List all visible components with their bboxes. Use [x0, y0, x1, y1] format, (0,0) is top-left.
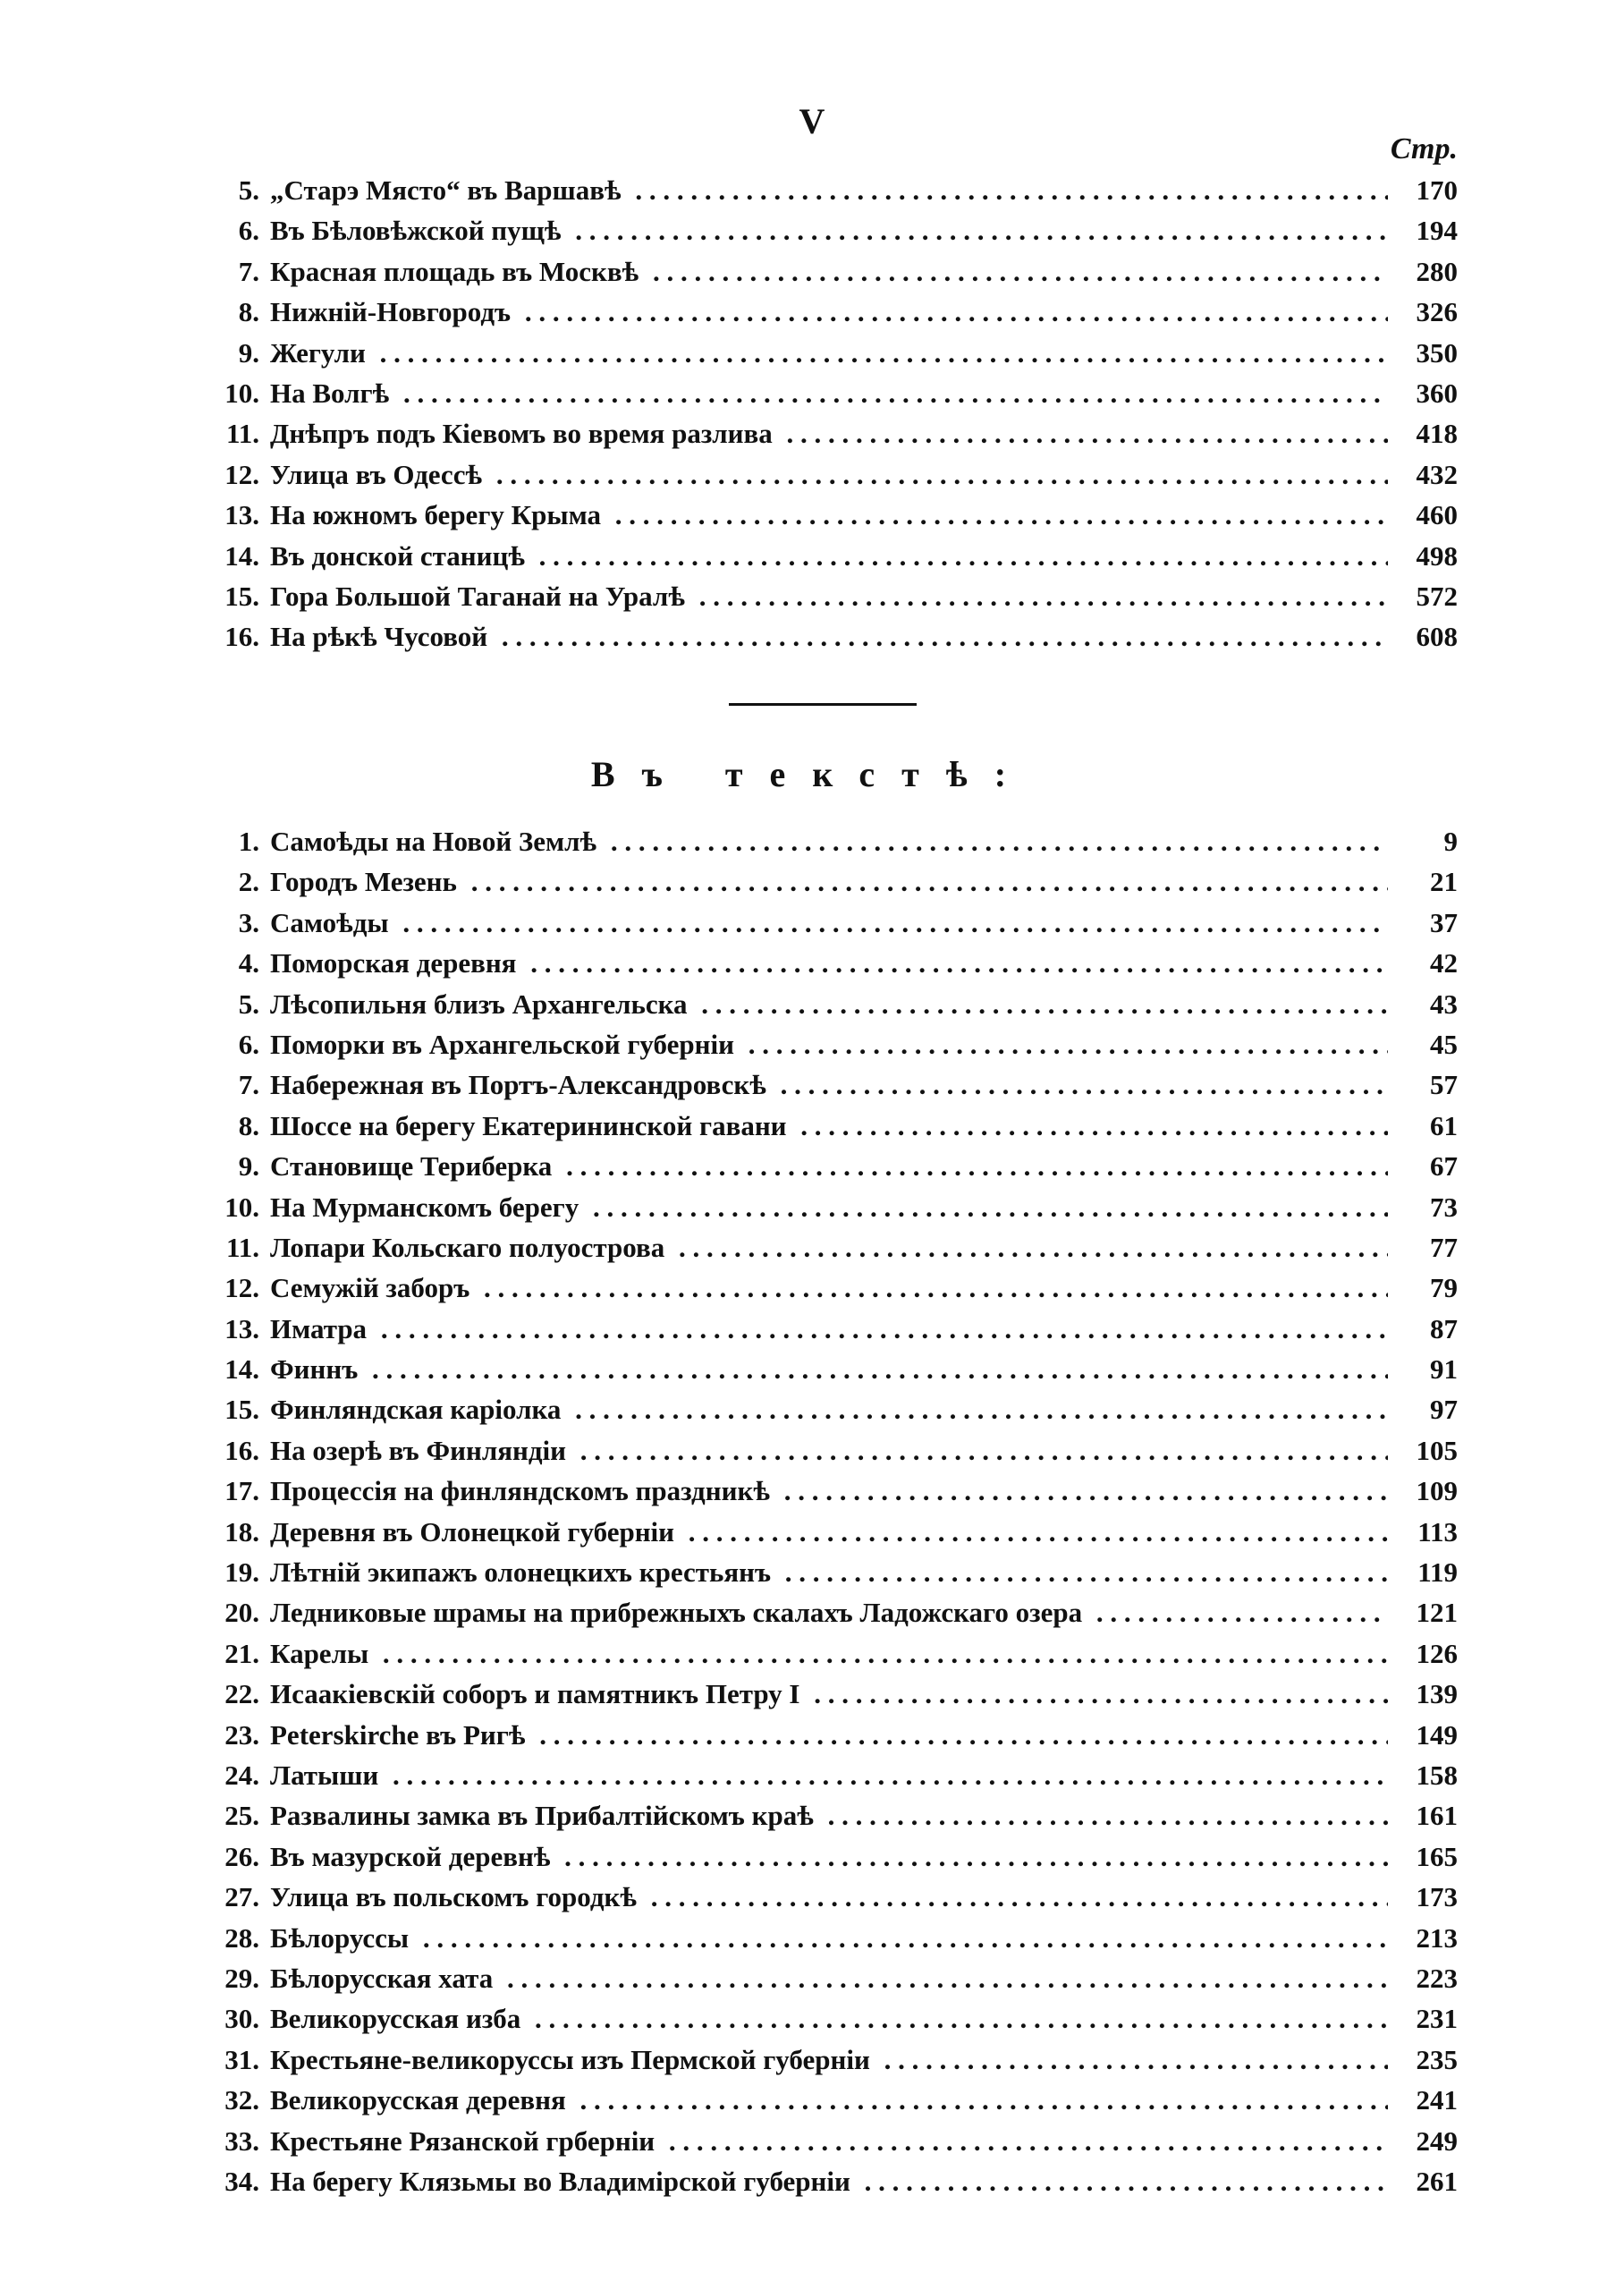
- entry-page: 77: [1430, 1231, 1458, 1263]
- entry-number: 8.: [238, 296, 259, 328]
- dot-leader: [1089, 1592, 1388, 1632]
- list-item: [188, 984, 1458, 1024]
- entry-page: 249: [1416, 2124, 1458, 2157]
- entry-number: 19.: [224, 1556, 259, 1589]
- dot-leader: [780, 413, 1388, 454]
- dot-leader: [523, 943, 1388, 983]
- list-item: [188, 1064, 1458, 1105]
- page-column-label: Стр.: [1390, 132, 1458, 165]
- entry-page: 173: [1416, 1881, 1458, 1913]
- page-number: V: [799, 101, 825, 141]
- entry-page: 79: [1430, 1272, 1458, 1304]
- list-item: [188, 536, 1458, 576]
- list-item: [188, 1918, 1458, 1958]
- entry-page: 42: [1430, 947, 1458, 979]
- entry-page: 165: [1416, 1840, 1458, 1872]
- entry-number: 30.: [224, 2003, 259, 2035]
- dot-leader: [573, 1430, 1388, 1471]
- entry-number: 13.: [224, 499, 259, 531]
- entry-title: На Мурманскомъ берегу: [270, 1191, 579, 1223]
- entry-number: 5.: [238, 988, 259, 1020]
- dot-leader: [672, 1227, 1388, 1268]
- entry-title: Финнъ: [270, 1353, 359, 1386]
- list-item: [188, 1471, 1458, 1511]
- entry-page: 326: [1416, 296, 1458, 328]
- list-item: [188, 292, 1458, 332]
- list-item: [188, 170, 1458, 210]
- section-divider: [729, 703, 917, 706]
- entry-page: 149: [1416, 1718, 1458, 1751]
- entry-page: 418: [1416, 418, 1458, 450]
- entry-page: 113: [1417, 1515, 1458, 1548]
- entry-page: 139: [1416, 1678, 1458, 1710]
- entry-page: 498: [1416, 539, 1458, 572]
- dot-leader: [573, 2080, 1388, 2120]
- entry-title: Красная площадь въ Москвѣ: [270, 255, 639, 287]
- entry-page: 121: [1416, 1597, 1458, 1629]
- entry-number: 10.: [224, 377, 259, 409]
- entry-number: 31.: [224, 2043, 259, 2075]
- list-item: [188, 210, 1458, 250]
- entry-page: 109: [1416, 1475, 1458, 1507]
- entry-number: 29.: [224, 1962, 259, 1994]
- entry-page: 37: [1430, 906, 1458, 938]
- entry-number: 9.: [238, 1150, 259, 1183]
- dot-leader: [821, 1795, 1388, 1836]
- dot-leader: [741, 1024, 1388, 1064]
- entry-title: Финляндская каріолка: [270, 1394, 562, 1426]
- list-item: [188, 1227, 1458, 1268]
- plates-list: [188, 170, 1458, 657]
- entry-page: 432: [1416, 458, 1458, 490]
- entry-title: На Волгѣ: [270, 377, 390, 409]
- entry-number: 12.: [224, 458, 259, 490]
- list-item: [188, 1715, 1458, 1755]
- list-item: [188, 1024, 1458, 1064]
- entry-number: 6.: [238, 1028, 259, 1060]
- entry-page: 608: [1416, 621, 1458, 653]
- dot-leader: [778, 1552, 1388, 1592]
- list-item: [188, 861, 1458, 902]
- entry-page: 350: [1416, 336, 1458, 369]
- dot-leader: [385, 1755, 1388, 1795]
- list-item: [188, 821, 1458, 861]
- list-item: [188, 1674, 1458, 1714]
- entry-number: 7.: [238, 1069, 259, 1101]
- entry-title: Городъ Мезень: [270, 866, 457, 898]
- entry-title: Въ Бѣловѣжской пущѣ: [270, 215, 562, 247]
- dot-leader: [877, 2039, 1388, 2080]
- dot-leader: [373, 333, 1388, 373]
- dot-leader: [495, 616, 1388, 657]
- entry-page: 73: [1430, 1191, 1458, 1223]
- list-item: [188, 1836, 1458, 1877]
- entry-title: Нижній-Новгородъ: [270, 296, 512, 328]
- entry-page: 57: [1430, 1069, 1458, 1101]
- dot-leader: [568, 1389, 1388, 1429]
- entry-title: Процессія на финляндскомъ праздникѣ: [270, 1475, 770, 1507]
- entry-number: 8.: [238, 1109, 259, 1141]
- entry-number: 21.: [224, 1637, 259, 1669]
- entry-number: 1.: [238, 826, 259, 857]
- entry-number: 14.: [224, 1353, 259, 1386]
- entry-number: 33.: [224, 2124, 259, 2157]
- dot-leader: [604, 821, 1388, 861]
- entry-number: 25.: [224, 1800, 259, 1832]
- list-item: [188, 1309, 1458, 1349]
- entry-page: 61: [1430, 1109, 1458, 1141]
- list-item: [188, 333, 1458, 373]
- entry-title: Улица въ польскомъ городкѣ: [270, 1881, 638, 1913]
- entry-page: 21: [1430, 866, 1458, 898]
- entry-page: 105: [1416, 1434, 1458, 1466]
- dot-leader: [662, 2121, 1388, 2161]
- list-item: [188, 1592, 1458, 1632]
- entry-number: 23.: [224, 1718, 259, 1751]
- entry-title: Семужій заборъ: [270, 1272, 470, 1304]
- list-item: [188, 2121, 1458, 2161]
- dot-leader: [489, 454, 1388, 495]
- entry-title: Великорусская деревня: [270, 2084, 566, 2116]
- entry-number: 3.: [238, 906, 259, 938]
- entry-number: 6.: [238, 215, 259, 247]
- list-item: [188, 1268, 1458, 1308]
- list-item: [188, 2161, 1458, 2201]
- entry-page: 119: [1417, 1556, 1458, 1589]
- entry-title: Карелы: [270, 1637, 369, 1669]
- list-item: [188, 1106, 1458, 1146]
- dot-leader: [477, 1268, 1388, 1308]
- entry-title: Крестьяне Рязанской грберніи: [270, 2124, 656, 2157]
- entry-title: Гора Большой Таганай на Уралѣ: [270, 580, 685, 612]
- dot-leader: [681, 1512, 1388, 1552]
- list-item: [188, 495, 1458, 535]
- list-item: [188, 1958, 1458, 1998]
- entry-title: Бѣлоруссы: [270, 1921, 410, 1954]
- dot-leader: [557, 1836, 1388, 1877]
- entry-title: Лѣтній экипажъ олонецкихъ крестьянъ: [270, 1556, 772, 1589]
- entry-title: Самоѣды на Новой Землѣ: [270, 826, 597, 857]
- entry-number: 18.: [224, 1515, 259, 1548]
- entry-title: Латыши: [270, 1759, 379, 1791]
- dot-leader: [807, 1674, 1388, 1714]
- entry-number: 17.: [224, 1475, 259, 1507]
- entry-number: 2.: [238, 866, 259, 898]
- list-item: [188, 1430, 1458, 1471]
- entry-number: 11.: [225, 418, 259, 450]
- entry-title: „Старэ Място“ въ Варшавѣ: [270, 174, 622, 206]
- entry-number: 12.: [224, 1272, 259, 1304]
- entry-page: 161: [1416, 1800, 1458, 1832]
- entry-title: На рѣкѣ Чусовой: [270, 621, 488, 653]
- entry-page: 460: [1416, 499, 1458, 531]
- dot-leader: [559, 1146, 1388, 1186]
- entry-number: 11.: [225, 1231, 259, 1263]
- entry-page: 87: [1430, 1312, 1458, 1344]
- list-item: [188, 616, 1458, 657]
- dot-leader: [365, 1349, 1388, 1389]
- dot-leader: [518, 292, 1388, 332]
- dot-leader: [374, 1309, 1388, 1349]
- entry-title: Лѣсопильня близъ Архангельска: [270, 988, 688, 1020]
- entry-title: Лопари Кольскаго полуострова: [270, 1231, 665, 1263]
- entry-number: 4.: [238, 947, 259, 979]
- dot-leader: [644, 1877, 1388, 1917]
- list-item: [188, 454, 1458, 495]
- list-item: [188, 1349, 1458, 1389]
- list-item: [188, 1389, 1458, 1429]
- dot-leader: [396, 903, 1388, 943]
- entry-page: 67: [1430, 1150, 1458, 1183]
- entry-title: Днѣпръ подъ Кіевомъ во время разлива: [270, 418, 773, 450]
- entry-page: 43: [1430, 988, 1458, 1020]
- entry-number: 20.: [224, 1597, 259, 1629]
- entry-title: Поморки въ Архангельской губерніи: [270, 1028, 734, 1060]
- list-item: [188, 2080, 1458, 2120]
- entry-title: Исаакіевскій соборъ и памятникъ Петру I: [270, 1678, 800, 1710]
- entry-title: Улица въ Одессѣ: [270, 458, 483, 490]
- entry-page: 280: [1416, 255, 1458, 287]
- dot-leader: [500, 1958, 1388, 1998]
- entry-title: Великорусская изба: [270, 2003, 521, 2035]
- dot-leader: [774, 1064, 1388, 1105]
- entry-page: 231: [1416, 2003, 1458, 2035]
- list-item: [188, 1146, 1458, 1186]
- entry-number: 15.: [224, 1394, 259, 1426]
- entry-page: 261: [1416, 2165, 1458, 2197]
- dot-leader: [416, 1918, 1388, 1958]
- entry-page: 360: [1416, 377, 1458, 409]
- dot-leader: [532, 1715, 1388, 1755]
- text-figures-list: [188, 821, 1458, 2201]
- dot-leader: [794, 1106, 1388, 1146]
- entry-title: Въ донской станицѣ: [270, 539, 525, 572]
- list-item: [188, 1552, 1458, 1592]
- list-item: [188, 1512, 1458, 1552]
- dot-leader: [646, 251, 1388, 292]
- entry-number: 24.: [224, 1759, 259, 1791]
- entry-page: 572: [1416, 580, 1458, 612]
- entry-title: Крестьяне-великоруссы изъ Пермской губерніи: [270, 2043, 870, 2075]
- entry-page: 97: [1430, 1394, 1458, 1426]
- entry-page: 223: [1416, 1962, 1458, 1994]
- list-item: [188, 1755, 1458, 1795]
- entry-number: 5.: [238, 174, 259, 206]
- entry-number: 32.: [224, 2084, 259, 2116]
- list-item: [188, 1187, 1458, 1227]
- entry-title: Ледниковые шрамы на прибрежныхъ скалахъ Ладожскаго озера: [270, 1597, 1083, 1629]
- dot-leader: [692, 576, 1388, 616]
- entry-number: 13.: [224, 1312, 259, 1344]
- dot-leader: [608, 495, 1388, 535]
- entry-number: 34.: [224, 2165, 259, 2197]
- entry-title: Развалины замка въ Прибалтійскомъ краѣ: [270, 1800, 814, 1832]
- entry-title: Шоссе на берегу Екатерининской гавани: [270, 1109, 787, 1141]
- list-item: [188, 373, 1458, 413]
- list-item: [188, 1998, 1458, 2039]
- entry-number: 16.: [224, 1434, 259, 1466]
- entry-number: 9.: [238, 336, 259, 369]
- entry-number: 15.: [224, 580, 259, 612]
- entry-title: Становище Териберка: [270, 1150, 553, 1183]
- entry-page: 241: [1416, 2084, 1458, 2116]
- entry-page: 194: [1416, 215, 1458, 247]
- entry-title: На южномъ берегу Крыма: [270, 499, 601, 531]
- entry-title: Жегули: [270, 336, 366, 369]
- entry-title: Въ мазурской деревнѣ: [270, 1840, 551, 1872]
- dot-leader: [528, 1998, 1388, 2039]
- dot-leader: [376, 1633, 1388, 1674]
- entry-number: 14.: [224, 539, 259, 572]
- list-item: [188, 903, 1458, 943]
- entry-page: 91: [1430, 1353, 1458, 1386]
- entry-page: 9: [1443, 826, 1458, 857]
- entry-title: Самоѣды: [270, 906, 389, 938]
- dot-leader: [464, 861, 1388, 902]
- entry-number: 16.: [224, 621, 259, 653]
- entry-title: На озерѣ въ Финляндіи: [270, 1434, 566, 1466]
- dot-leader: [396, 373, 1388, 413]
- entry-number: 22.: [224, 1678, 259, 1710]
- list-item: [188, 1795, 1458, 1836]
- entry-page: 45: [1430, 1028, 1458, 1060]
- entry-title: Поморская деревня: [270, 947, 517, 979]
- dot-leader: [532, 536, 1388, 576]
- entry-page: 158: [1416, 1759, 1458, 1791]
- dot-leader: [695, 984, 1388, 1024]
- list-item: [188, 1877, 1458, 1917]
- entry-title: Набережная въ Портъ-Александровскѣ: [270, 1069, 766, 1101]
- dot-leader: [629, 170, 1388, 210]
- entry-title: Peterskirche въ Ригѣ: [270, 1718, 526, 1751]
- list-item: [188, 943, 1458, 983]
- entry-page: 213: [1416, 1921, 1458, 1954]
- entry-number: 26.: [224, 1840, 259, 1872]
- section-heading: Въ текстѣ:: [590, 754, 1034, 794]
- entry-page: 235: [1416, 2043, 1458, 2075]
- entry-number: 28.: [224, 1921, 259, 1954]
- entry-number: 27.: [224, 1881, 259, 1913]
- entry-number: 10.: [224, 1191, 259, 1223]
- list-item: [188, 2039, 1458, 2080]
- entry-page: 170: [1416, 174, 1458, 206]
- entry-title: Деревня въ Олонецкой губерніи: [270, 1515, 675, 1548]
- entry-title: На берегу Клязьмы во Владимірской губерніи: [270, 2165, 850, 2197]
- list-item: [188, 576, 1458, 616]
- entry-title: Бѣлорусская хата: [270, 1962, 494, 1994]
- dot-leader: [777, 1471, 1388, 1511]
- list-item: [188, 1633, 1458, 1674]
- dot-leader: [586, 1187, 1388, 1227]
- entry-page: 126: [1416, 1637, 1458, 1669]
- entry-number: 7.: [238, 255, 259, 287]
- list-item: [188, 251, 1458, 292]
- dot-leader: [568, 210, 1388, 250]
- entry-title: Иматра: [270, 1312, 368, 1344]
- dot-leader: [858, 2161, 1388, 2201]
- list-item: [188, 413, 1458, 454]
